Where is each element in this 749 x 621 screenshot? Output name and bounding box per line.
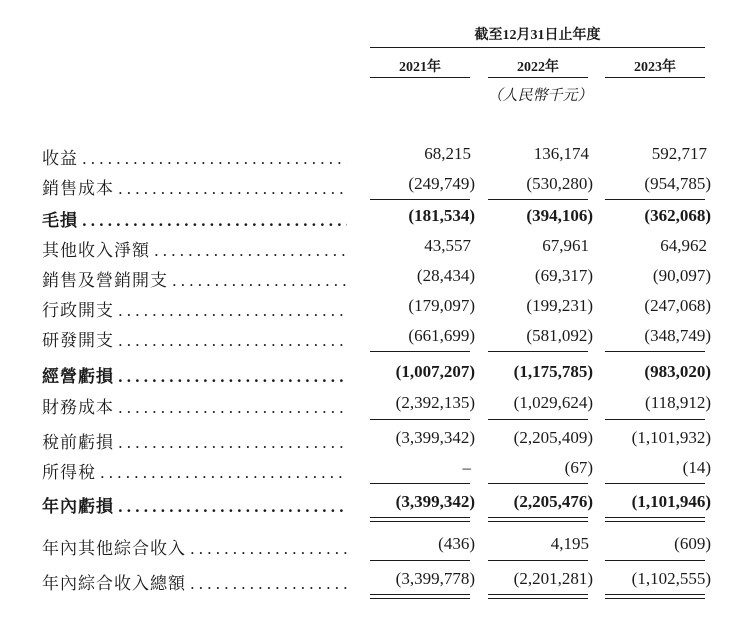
double-rule — [605, 598, 705, 599]
cell: (247,068) — [644, 296, 711, 315]
row-label-cost-of-sales: 銷售成本 . . . — [42, 174, 347, 199]
cell: (1,007,207) — [395, 362, 475, 381]
cell: (90,097) — [652, 266, 711, 285]
double-rule — [370, 517, 470, 518]
cell: (1,029,624) — [513, 393, 593, 412]
cell: (3,399,342) — [395, 492, 475, 511]
row-label-loss-before-tax: 稅前虧損 . . . — [42, 428, 347, 453]
cell: (179,097) — [408, 296, 475, 315]
cell: 43,557 — [424, 236, 471, 255]
cell: (2,205,476) — [513, 492, 593, 511]
cell: (181,534) — [408, 206, 475, 225]
year-2023-header: 2023年 — [634, 60, 676, 75]
cell: 136,174 — [533, 144, 589, 163]
cell: (3,399,342) — [395, 428, 475, 447]
subtotal-rule — [488, 483, 588, 484]
year-rule-2022 — [488, 77, 588, 78]
subtotal-rule — [370, 483, 470, 484]
row-label-revenue: 收益 . . . — [42, 144, 347, 169]
row-label-loss-for-year: 年內虧損 . . . — [42, 492, 347, 517]
row-label-operating-loss: 經營虧損 . . . — [42, 362, 347, 387]
row-label-income-tax: 所得稅 . . . — [42, 458, 347, 483]
cell: (14) — [682, 458, 711, 477]
subtotal-rule — [488, 351, 588, 352]
subtotal-rule — [605, 199, 705, 200]
cell: (1,175,785) — [513, 362, 593, 381]
subtotal-rule — [370, 419, 470, 420]
cell: (1,102,555) — [631, 569, 711, 588]
cell: (362,068) — [644, 206, 711, 225]
cell: 68,215 — [424, 144, 471, 163]
cell: (2,392,135) — [395, 393, 475, 412]
subtotal-rule — [488, 560, 588, 561]
year-rule-2023 — [605, 77, 705, 78]
subtotal-rule — [370, 560, 470, 561]
period-header: 截至12月31日止年度 — [474, 28, 601, 43]
row-label-other-comprehensive-income: 年內其他綜合收入 . . . — [42, 534, 347, 559]
cell: (118,912) — [645, 393, 711, 412]
cell: (581,092) — [526, 326, 593, 345]
double-rule — [605, 517, 705, 518]
cell: (67) — [564, 458, 593, 477]
cell: (249,749) — [408, 174, 475, 193]
subtotal-rule — [605, 351, 705, 352]
subtotal-rule — [370, 351, 470, 352]
cell: (3,399,778) — [395, 569, 475, 588]
cell: 4,195 — [550, 534, 589, 553]
cell: (661,699) — [408, 326, 475, 345]
year-rule-2021 — [370, 77, 470, 78]
cell: (1,101,946) — [631, 492, 711, 511]
cell: 592,717 — [651, 144, 707, 163]
cell: (609) — [674, 534, 711, 553]
row-label-other-income-net: 其他收入淨額 . . . — [42, 236, 347, 261]
row-label-selling-marketing: 銷售及營銷開支 . . . — [42, 266, 347, 291]
year-2022-header: 2022年 — [517, 60, 559, 75]
cell: (1,101,932) — [631, 428, 711, 447]
subtotal-rule — [605, 483, 705, 484]
cell: (436) — [438, 534, 475, 553]
year-2021-header: 2021年 — [399, 60, 441, 75]
double-rule — [370, 594, 470, 595]
subtotal-rule — [605, 560, 705, 561]
cell: (530,280) — [526, 174, 593, 193]
row-label-admin-expenses: 行政開支 . . . — [42, 296, 347, 321]
double-rule — [370, 521, 470, 522]
subtotal-rule — [605, 419, 705, 420]
double-rule — [370, 598, 470, 599]
row-label-total-comprehensive-income: 年內綜合收入總額 . . . — [42, 569, 347, 594]
double-rule — [605, 594, 705, 595]
double-rule — [488, 517, 588, 518]
row-label-rd-expenses: 研發開支 . . . — [42, 326, 347, 351]
cell: 67,961 — [542, 236, 589, 255]
cell: (2,201,281) — [513, 569, 593, 588]
cell: (954,785) — [644, 174, 711, 193]
double-rule — [605, 521, 705, 522]
subtotal-rule — [488, 419, 588, 420]
header-rule — [370, 47, 705, 48]
cell: (28,434) — [416, 266, 475, 285]
double-rule — [488, 594, 588, 595]
subtotal-rule — [370, 199, 470, 200]
double-rule — [488, 598, 588, 599]
cell: (2,205,409) — [513, 428, 593, 447]
cell: 64,962 — [660, 236, 707, 255]
cell: – — [462, 458, 471, 477]
row-label-finance-costs: 財務成本 . . . — [42, 393, 347, 418]
double-rule — [488, 521, 588, 522]
unit-label: （人民幣千元） — [487, 88, 593, 104]
cell: (348,749) — [644, 326, 711, 345]
cell: (394,106) — [526, 206, 593, 225]
cell: (199,231) — [526, 296, 593, 315]
cell: (983,020) — [644, 362, 711, 381]
cell: (69,317) — [534, 266, 593, 285]
row-label-gross-loss: 毛損 . . . — [42, 206, 347, 231]
subtotal-rule — [488, 199, 588, 200]
